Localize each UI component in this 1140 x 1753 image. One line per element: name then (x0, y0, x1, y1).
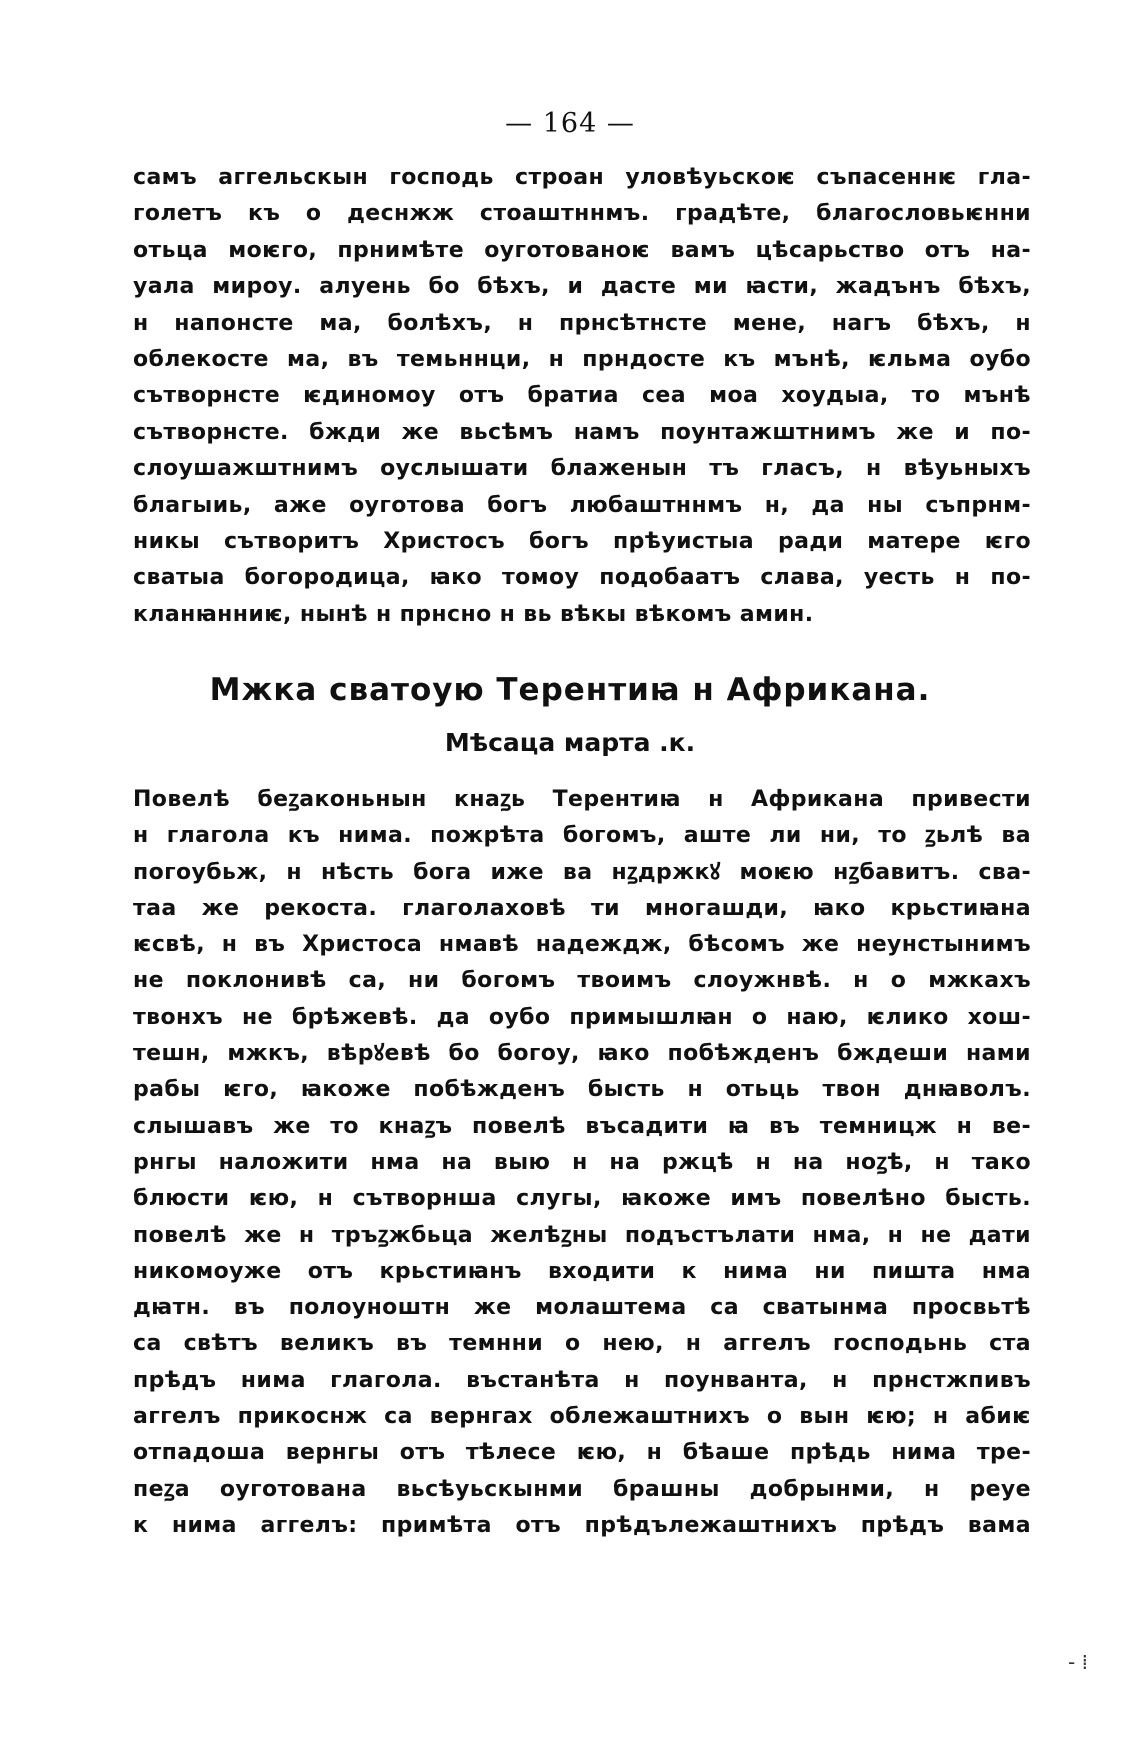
text-line: повелѣ же н тръꙁжбьца желѣꙁны подъстълати нма, н не дати (133, 1222, 1031, 1248)
text-line: таа же рекоста. глаголаховѣ ти многашди, ꙗко крьстиꙗна (133, 895, 1031, 921)
text-line: прѣдъ нима глагола. въстанѣта н поунванта, н прнстжпивъ (133, 1367, 1031, 1393)
text-line: аггелъ прикоснж са вернгах облежаштнихъ о вын ѥю; н абиѥ (133, 1404, 1031, 1430)
text-line: ѥсвѣ, н въ Христоса нмавѣ надеждж, бѣсомъ же неунстынимъ (133, 932, 1031, 958)
text-line: н глагола къ нима. пожрѣта богомъ, аште ли ни, то ꙁьлѣ ва (133, 823, 1031, 849)
text-line: Повелѣ беꙁаконьнын кнаꙁь Терентиꙗ н Африкана привести (133, 787, 1031, 812)
text-line: не поклонивѣ са, ни богомъ твоимъ слоужнвѣ. н о мжкахъ (133, 968, 1031, 994)
text-line: никомоуже отъ крьстиꙗнъ входити к нима ни пишта нма (133, 1258, 1031, 1284)
text-line: погоубьж, н нѣсть бога иже ва нꙁдржкꙋ моѥю нꙁбавитъ. сва- (133, 859, 1031, 885)
text-line: слышавъ же то кнаꙁъ повелѣ въсадити ꙗ въ темницж н ве- (133, 1113, 1031, 1139)
paragraph-1 (133, 160, 1031, 633)
section-heading: Мжка сватоую Терентиꙗ н Африкана. (209, 672, 931, 708)
text-line: са свѣтъ великъ въ темнни о нею, н аггелъ господьнь ста (133, 1331, 1031, 1357)
text-line: кланꙗнниѥ, нынѣ н прнсно н вь вѣкы вѣкомъ амин. (133, 601, 814, 627)
paragraph-2 (133, 782, 1031, 1544)
text-line: благыиь, аже оуготова богъ любаштннмъ н, да ны съпрнм- (133, 492, 1031, 518)
text-line: твонхъ не брѣжевѣ. да оубо примышлꙗн о наю, ѥлико хош- (133, 1004, 1031, 1030)
page-number: — 164 — (505, 108, 635, 139)
text-line: сътворнсте. бжди же вьсѣмъ намъ поунтажштнимъ же и по- (133, 419, 1031, 445)
text-line: тешн, мжкъ, вѣрꙋевѣ бо богоу, ꙗко побѣжденъ бждеши нами (133, 1041, 1031, 1067)
text-line: пеꙁа оуготована вьсѣуьскынми брашны добрынми, н реуе (133, 1476, 1031, 1502)
section-subheading: Мѣсаца марта .к. (444, 728, 696, 757)
text-line: уала мироу. алуень бо бѣхъ, и дасте ми ꙗсти, жадънъ бѣхъ, (133, 274, 1031, 300)
text-line: облекосте ма, въ темьннци, н прндосте къ мънѣ, ѥльма оубо (133, 346, 1031, 372)
text-line: самъ аггельскын господь строан уловѣуьскоѥ съпасеннѥ гла- (133, 165, 1031, 190)
text-line: сътворнсте ѥдиномоу отъ братиа сеа моа хоудыа, то мънѣ (133, 383, 1031, 409)
text-line: сватыа богородица, ꙗко томоу подобаатъ слава, уесть н по- (133, 565, 1031, 591)
text-line: рабы ѥго, ꙗкоже побѣжденъ бысть н отьць твон днꙗволъ. (133, 1077, 1031, 1103)
text-line: слоушажштнимъ оуслышати блаженын тъ гласъ, н вѣуьныхъ (133, 456, 1031, 482)
text-line: дꙗтн. въ полоуноштн же молаштема са сватынма просвьтѣ (133, 1295, 1031, 1321)
text-line: никы сътворитъ Христосъ богъ прѣуистыа ради матере ѥго (133, 528, 1031, 554)
text-line: отьца моѥго, прнимѣте оуготованоѥ вамъ цѣсарьство отъ на- (133, 237, 1031, 263)
text-line: н напонсте ма, болѣхъ, н прнсѣтнсте мене, нагъ бѣхъ, н (133, 310, 1031, 336)
text-line: рнгы наложити нма на выю н на ржцѣ н на ноꙁѣ, н тако (133, 1149, 1031, 1175)
edge-mark: - ⁞ (1068, 1650, 1088, 1674)
text-line: голетъ къ о деснжж стоаштннмъ. градѣте, благословьѥнни (133, 201, 1031, 227)
text-line: блюсти ѥю, н сътворнша слугы, ꙗкоже имъ повелѣно бысть. (133, 1186, 1031, 1212)
text-line: к нима аггелъ: примѣта отъ прѣдълежаштнихъ прѣдъ вама (133, 1512, 1031, 1538)
text-line: отпадоша вернгы отъ тѣлесе ѥю, н бѣаше прѣдь нима тре- (133, 1440, 1031, 1466)
